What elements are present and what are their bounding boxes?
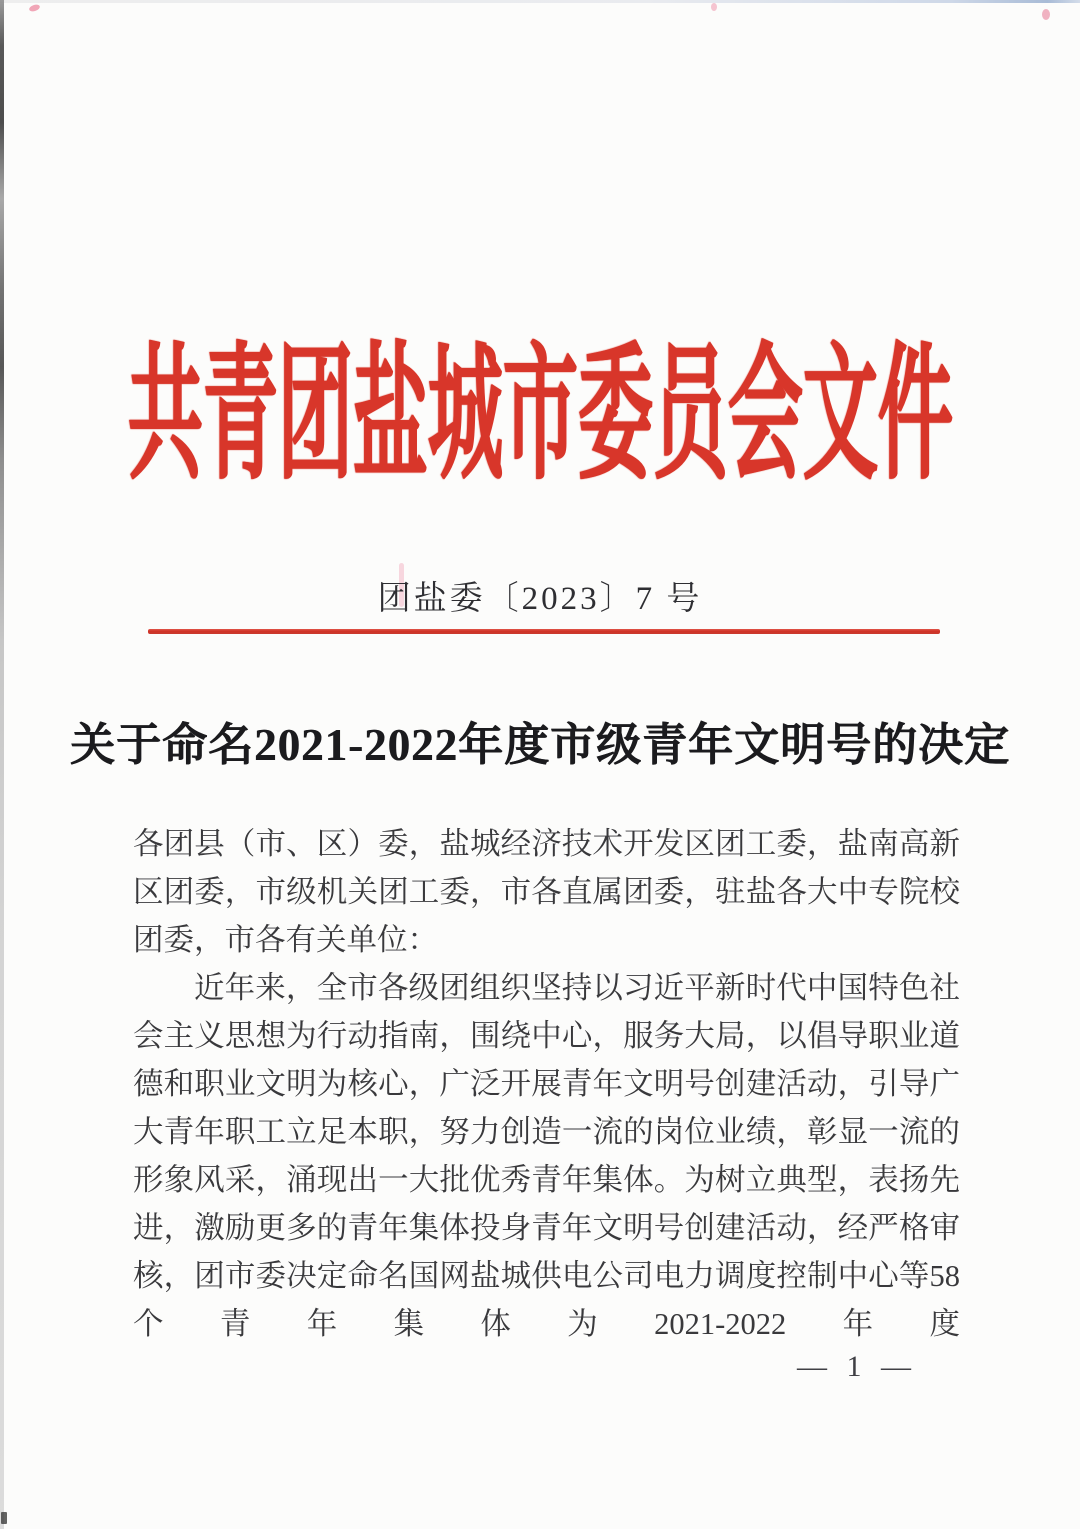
document-body (133, 820, 960, 1348)
document-number: 团盐委〔2023〕7 号 (377, 581, 703, 617)
scan-speck-artifact (28, 3, 40, 12)
red-letterhead-text: 共青团盐城市委员会文件 (127, 335, 953, 499)
scan-speck-artifact (711, 3, 717, 11)
salutation-paragraph: 各团县（市、区）委，盐城经济技术开发区团工委，盐南高新区团委，市级机关团工委，市各直属团委，驻盐各大中专院校团委，市各有关单位： (133, 827, 960, 957)
scan-speck-artifact (1042, 9, 1050, 20)
red-letterhead-title (0, 335, 1080, 499)
body-paragraph: 近年来，全市各级团组织坚持以习近平新时代中国特色社会主义思想为行动指南，围绕中心，服务大局，以倡导职业道德和职业文明为核心，广泛开展青年文明号创建活动，引导广大青年职工立足本职，努力创造一流的岗位业绩，彰显一流的形象风采，涌现出一大批优秀青年集体。为树立典型，表扬先进，激励更多的青年集体投身青年文明号创建活动，经严格审核，团市委决定命名国网盐城供电公司电力调度控制中心等58个青年集体为2021-2022年度 (133, 971, 960, 1341)
page-number: — 1 — (797, 1350, 917, 1383)
red-separator-line (148, 629, 940, 634)
scan-edge-top-artifact (0, 0, 1080, 3)
document-title: 关于命名2021-2022年度市级青年文明号的决定 (70, 720, 1010, 770)
